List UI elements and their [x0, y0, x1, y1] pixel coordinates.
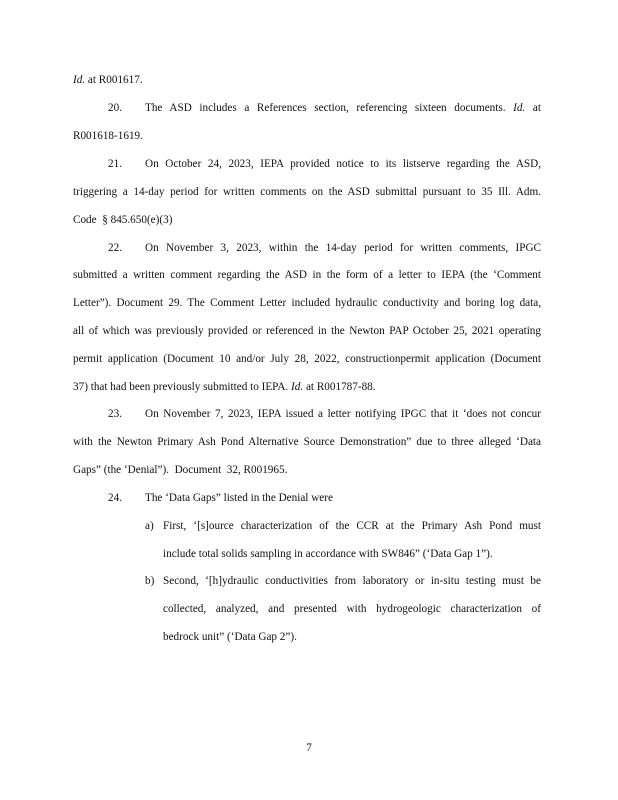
text-line: Gaps” (the ‘Denial”). Document 32, R001965. — [73, 464, 288, 476]
paragraph-24-start: 24. The ‘Data Gaps” listed in the Denial were — [108, 492, 333, 504]
text-line: Code § 845.650(e)(3) — [73, 214, 173, 226]
page-number: 7 — [306, 742, 312, 754]
list-item-a-cont: include total solids sampling in accordance with SW846” (‘Data Gap 1”). — [163, 548, 493, 560]
text-line: with the Newton Primary Ash Pond Alternative Source Demonstration” due to three alleged ‘Data — [73, 436, 541, 448]
list-item-a: a) First, ‘[s]ource characterization of the CCR at the Primary Ash Pond must — [145, 520, 541, 532]
text-line: R001618-1619. — [73, 130, 143, 142]
paragraph-22-start: 22. On November 3, 2023, within the 14-day period for written comments, IPGC — [108, 242, 541, 254]
text-line: 37) that had been previously submitted to IEPA. Id. at R001787-88. — [73, 381, 376, 393]
text-line: submitted a written comment regarding the ASD in the form of a letter to IEPA (the ‘Comment — [73, 269, 541, 281]
text-line: triggering a 14-day period for written comments on the ASD submittal pursuant to 35 Ill. Adm. — [73, 186, 541, 198]
text-line: Letter”). Document 29. The Comment Letter included hydraulic conductivity and boring log data, — [73, 297, 541, 309]
text-line: Id. at R001617. — [73, 74, 143, 86]
list-item-b: b) Second, ‘[h]ydraulic conductivities from laboratory or in-situ testing must be — [145, 575, 541, 587]
text-line: all of which was previously provided or referenced in the Newton PAP October 25, 2021 operating — [73, 325, 541, 337]
paragraph-21-start: 21. On October 24, 2023, IEPA provided notice to its listserve regarding the ASD, — [108, 158, 541, 170]
list-item-b-cont: collected, analyzed, and presented with hydrogeologic characterization of — [163, 603, 541, 615]
list-item-b-cont: bedrock unit” (‘Data Gap 2”). — [163, 631, 297, 643]
paragraph-20-start: 20. The ASD includes a References section, referencing sixteen documents. Id. at — [108, 102, 542, 114]
paragraph-23-start: 23. On November 7, 2023, IEPA issued a letter notifying IPGC that it ‘does not concur — [108, 408, 541, 420]
text-line: permit application (Document 10 and/or July 28, 2022, constructionpermit application (Document — [73, 353, 541, 365]
